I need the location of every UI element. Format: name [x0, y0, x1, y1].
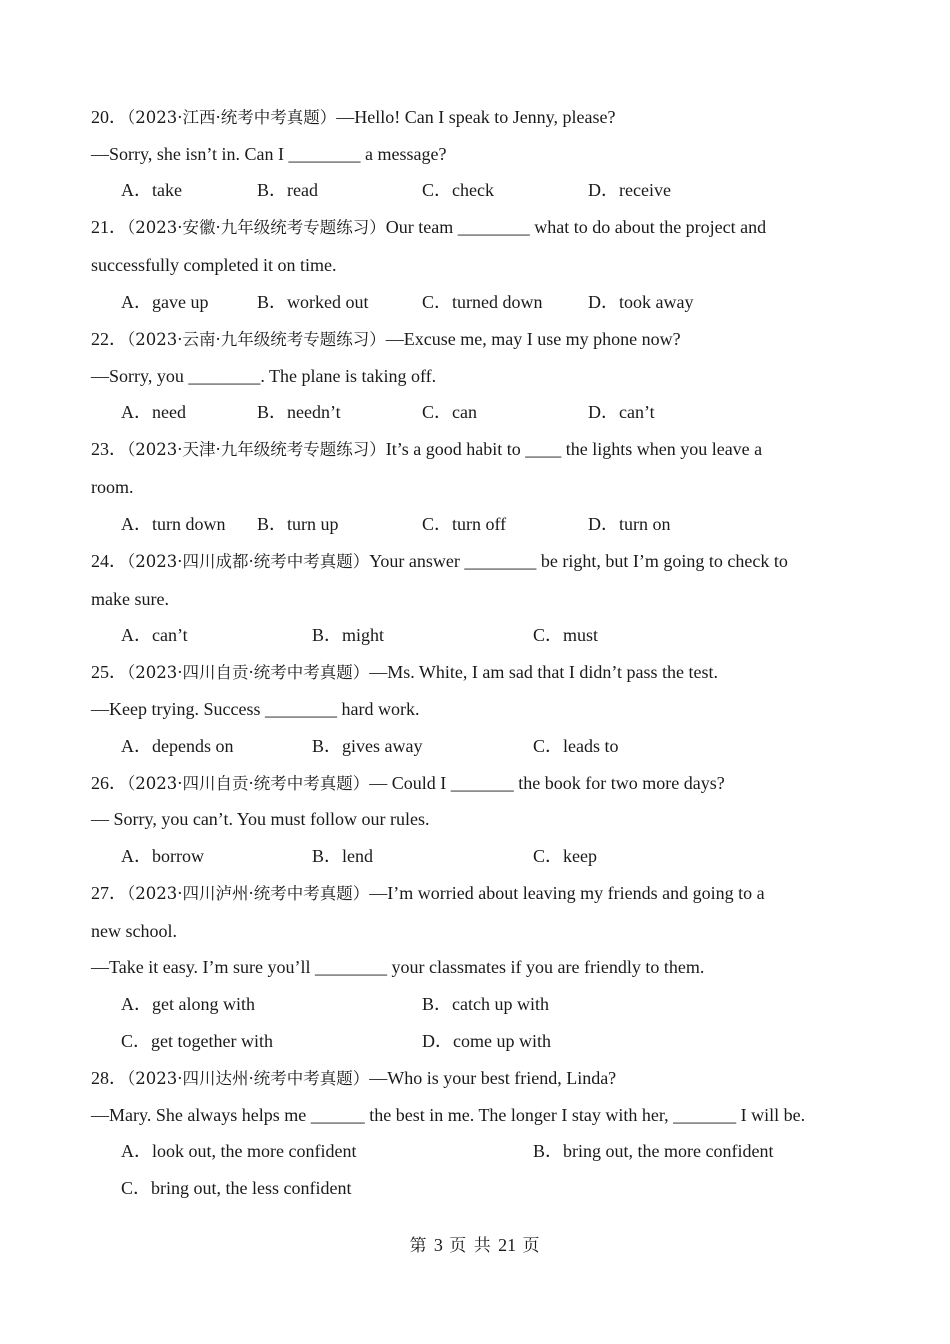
option-c[interactable]: C．turned down: [422, 292, 543, 312]
question-text: —Ms. White, I am sad that I didn’t pass the test.: [369, 662, 719, 682]
option-b[interactable]: B．lend: [312, 846, 373, 866]
question-source: （2023·四川泸州·统考中考真题）: [127, 884, 370, 903]
option-a[interactable]: A．look out, the more confident: [121, 1141, 357, 1161]
question-21-stem: [91, 216, 766, 238]
option-a[interactable]: A．get along with: [121, 994, 255, 1014]
page-number: 3: [433, 1235, 443, 1255]
page-footer: [0, 1234, 950, 1257]
question-25-stem: [91, 661, 718, 683]
question-number: 22．: [91, 329, 127, 349]
question-number: 26．: [91, 773, 127, 793]
option-c[interactable]: C．must: [533, 625, 599, 645]
option-c[interactable]: C．leads to: [533, 736, 619, 756]
question-20-stem: [91, 106, 615, 128]
question-text: Your answer ________ be right, but I’m going to check to: [369, 551, 788, 571]
question-23-line-1: room.: [91, 477, 134, 497]
question-text: —Who is your best friend, Linda?: [369, 1068, 617, 1088]
option-a[interactable]: A．gave up: [121, 292, 209, 312]
question-28-line-1: —Mary. She always helps me ______ the best in me. The longer I stay with her, _______ I will be.: [91, 1105, 806, 1125]
question-number: 25．: [91, 662, 127, 682]
question-26-line-1: — Sorry, you can’t. You must follow our rules.: [91, 809, 430, 829]
option-a[interactable]: A．can’t: [121, 625, 188, 645]
question-27-line-2: —Take it easy. I’m sure you’ll ________ your classmates if you are friendly to them.: [91, 957, 705, 977]
question-text: —Hello! Can I speak to Jenny, please?: [336, 107, 616, 127]
question-text: —I’m worried about leaving my friends and going to a: [369, 883, 765, 903]
page-middle: 页 共: [449, 1236, 492, 1256]
question-source: （2023·安徽·九年级统考专题练习）: [127, 218, 386, 237]
option-a[interactable]: A．depends on: [121, 736, 234, 756]
question-text: — Could I _______ the book for two more days?: [369, 773, 725, 793]
option-b[interactable]: B．gives away: [312, 736, 423, 756]
question-text: —Excuse me, may I use my phone now?: [385, 329, 681, 349]
question-22-line-1: —Sorry, you ________. The plane is taking off.: [91, 366, 437, 386]
question-number: 20．: [91, 107, 127, 127]
total-pages: 21: [498, 1235, 517, 1255]
page-prefix: 第: [409, 1236, 428, 1256]
question-source: （2023·天津·九年级统考专题练习）: [127, 440, 386, 459]
option-d[interactable]: D．took away: [588, 292, 694, 312]
question-22-stem: [91, 328, 681, 350]
option-b[interactable]: B．worked out: [257, 292, 369, 312]
question-25-line-1: —Keep trying. Success ________ hard work.: [91, 699, 420, 719]
option-c[interactable]: C．check: [422, 180, 494, 200]
question-24-line-1: make sure.: [91, 589, 169, 609]
question-number: 21．: [91, 217, 127, 237]
option-b[interactable]: B．might: [312, 625, 385, 645]
option-b[interactable]: B．needn’t: [257, 402, 341, 422]
option-d[interactable]: D．turn on: [588, 514, 671, 534]
question-27-line-1: new school.: [91, 921, 177, 941]
option-a[interactable]: A．need: [121, 402, 186, 422]
question-26-stem: [91, 772, 725, 794]
option-b[interactable]: B．turn up: [257, 514, 339, 534]
option-c[interactable]: C．turn off: [422, 514, 507, 534]
option-c[interactable]: C．keep: [533, 846, 597, 866]
question-source: （2023·四川自贡·统考中考真题）: [127, 774, 370, 793]
question-27-stem: [91, 882, 765, 904]
question-number: 24．: [91, 551, 127, 571]
option-a[interactable]: A．take: [121, 180, 182, 200]
option-d[interactable]: D．come up with: [422, 1031, 551, 1051]
question-number: 27．: [91, 883, 127, 903]
question-number: 28．: [91, 1068, 127, 1088]
option-d[interactable]: D．can’t: [588, 402, 655, 422]
question-source: （2023·四川成都·统考中考真题）: [127, 552, 370, 571]
question-source: （2023·四川达州·统考中考真题）: [127, 1069, 370, 1088]
question-source: （2023·云南·九年级统考专题练习）: [127, 330, 386, 349]
option-a[interactable]: A．turn down: [121, 514, 226, 534]
question-source: （2023·江西·统考中考真题）: [127, 108, 337, 127]
question-23-stem: [91, 438, 762, 460]
option-c[interactable]: C．get together with: [121, 1031, 273, 1051]
option-b[interactable]: B．read: [257, 180, 318, 200]
question-text: Our team ________ what to do about the project and: [385, 217, 767, 237]
question-21-line-1: successfully completed it on time.: [91, 255, 337, 275]
option-b[interactable]: B．bring out, the more confident: [533, 1141, 774, 1161]
option-a[interactable]: A．borrow: [121, 846, 204, 866]
question-text: It’s a good habit to ____ the lights when you leave a: [385, 439, 763, 459]
option-b[interactable]: B．catch up with: [422, 994, 549, 1014]
question-24-stem: [91, 550, 788, 572]
option-c[interactable]: C．can: [422, 402, 477, 422]
option-d[interactable]: D．receive: [588, 180, 671, 200]
question-20-line-1: —Sorry, she isn’t in. Can I ________ a message?: [91, 144, 447, 164]
page-suffix: 页: [522, 1236, 541, 1256]
option-c[interactable]: C．bring out, the less confident: [121, 1178, 352, 1198]
question-number: 23．: [91, 439, 127, 459]
question-source: （2023·四川自贡·统考中考真题）: [127, 663, 370, 682]
question-28-stem: [91, 1067, 616, 1089]
